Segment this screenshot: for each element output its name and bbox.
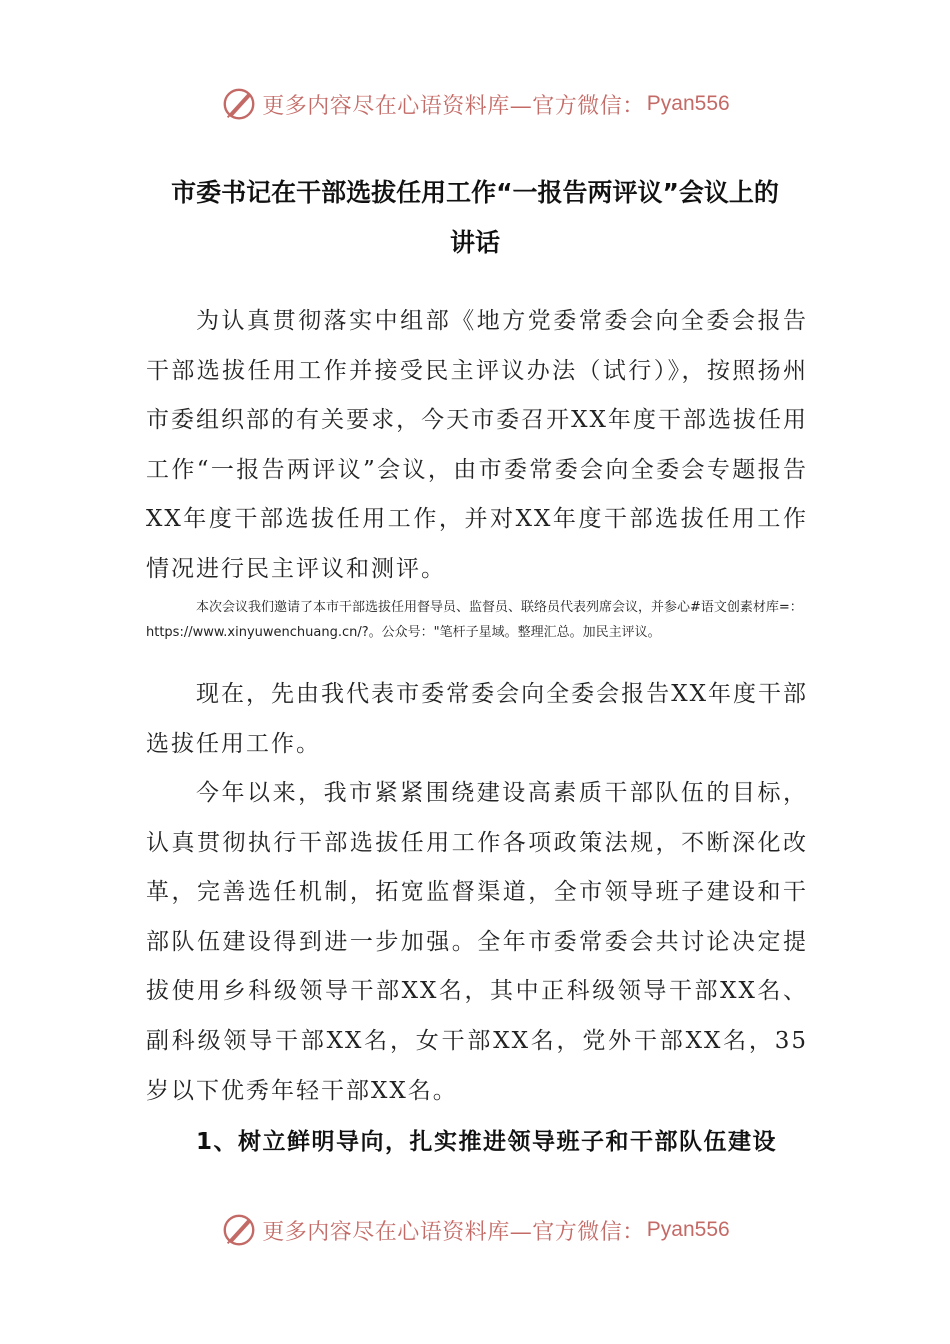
paragraph-intro: 为认真贯彻落实中组部《地方党委常委会向全委会报告干部选拔任用工作并接受民主评议办法（试行）》，按照扬州市委组织部的有关要求，今天市委召开XX年度干部选拔任用工作“一报告两评议”会议，由市委常委会向全委会专题报告XX年度干部选拔任用工作，并对XX年度干部选拔任用工作情况进行民主评议和测评。: [146, 308, 808, 582]
title-line-2: 讲话: [449, 228, 500, 257]
note-paragraph: 本次会议我们邀请了本市干部选拔任用督导员、监督员、联络员代表列席会议，并参心#语文创素材库=：https://www.xinyuwenchuang.cn/?。公众号："笔杆子星域。整理汇总。加民主评议。: [146, 600, 803, 640]
watermark-id: Pyan556: [646, 92, 730, 115]
watermark-id: Pyan556: [646, 1218, 730, 1241]
pen-logo-icon: [220, 85, 258, 123]
header-watermark: [0, 82, 950, 126]
watermark-text: 更多内容尽在心语资料库—官方微信：: [262, 93, 645, 119]
footer-watermark: [0, 1208, 950, 1252]
paragraph-summary: 今年以来，我市紧紧围绕建设高素质干部队伍的目标，认真贯彻执行干部选拔任用工作各项政策法规，不断深化改革，完善选任机制，拓宽监督渠道，全市领导班子建设和干部队伍建设得到进一步加强。全年市委常委会共讨论决定提拔使用乡科级领导干部XX名，其中正科级领导干部XX名、副科级领导干部XX名，女干部XX名，党外干部XX名，35岁以下优秀年轻干部XX名。: [146, 780, 808, 1104]
title-line-1: 市委书记在干部选拔任用工作“一报告两评议”会议上的: [171, 178, 779, 207]
pen-logo-icon: [220, 1211, 258, 1249]
section-heading: 1、树立鲜明导向，扎实推进领导班子和干部队伍建设: [196, 1129, 778, 1155]
page-title: [110, 168, 840, 268]
watermark-text: 更多内容尽在心语资料库—官方微信：: [262, 1219, 645, 1245]
paragraph-report: 现在，先由我代表市委常委会向全委会报告XX年度干部选拔任用工作。: [146, 681, 808, 757]
